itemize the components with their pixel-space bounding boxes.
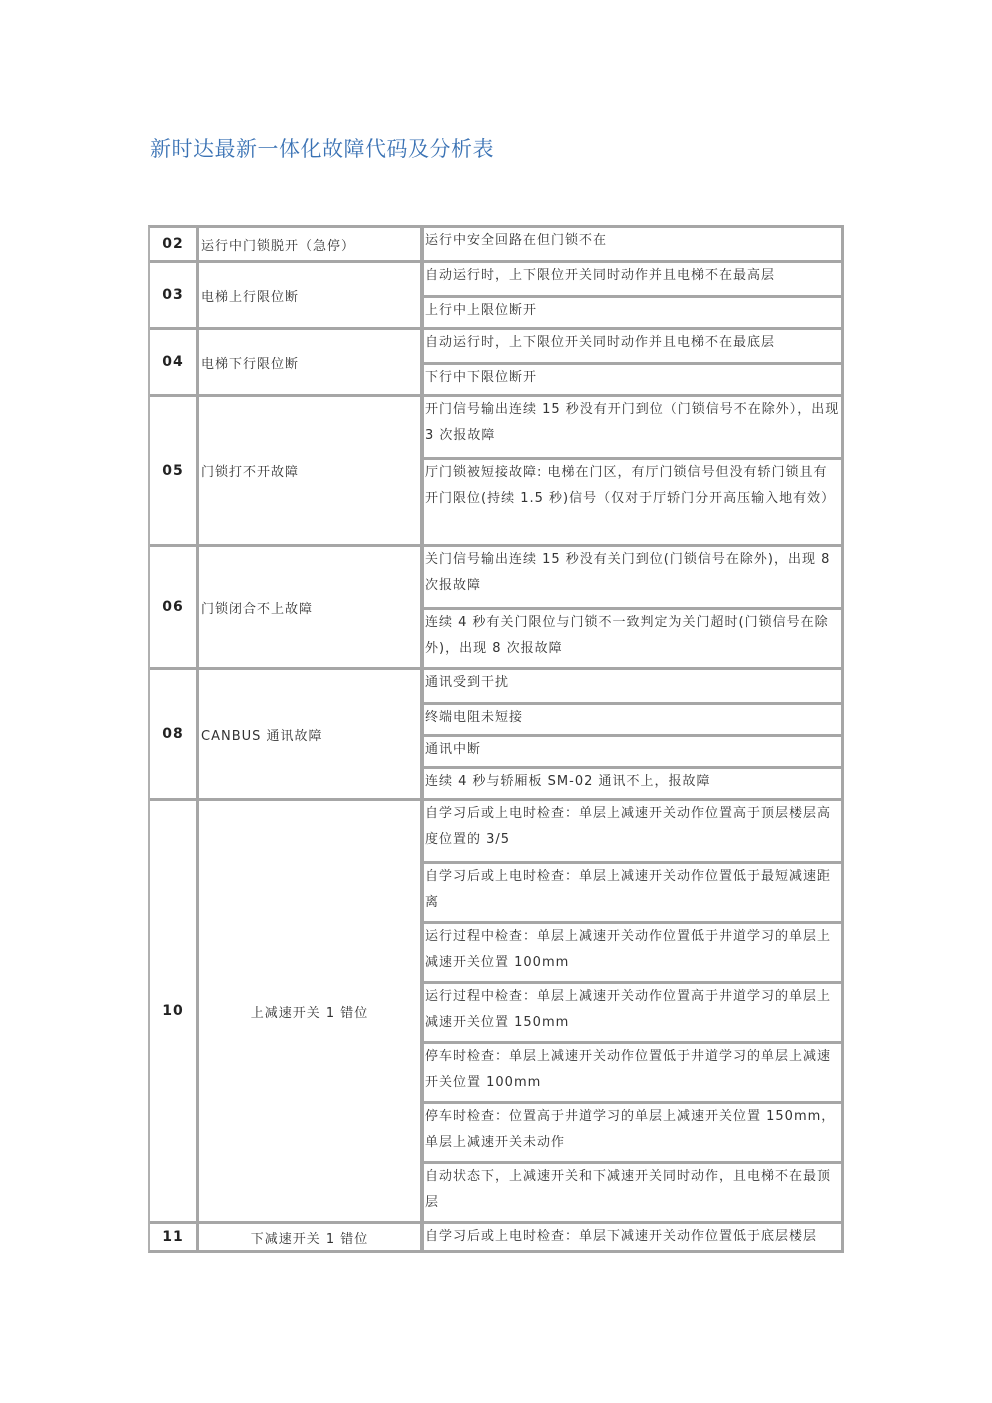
fault-cause: 连续 4 秒与轿厢板 SM-02 通讯不上，报故障 xyxy=(424,766,841,798)
fault-cause: 通讯中断 xyxy=(424,734,841,766)
fault-causes xyxy=(424,801,841,1221)
fault-code: 10 xyxy=(150,801,199,1221)
fault-name: 电梯下行限位断 xyxy=(199,330,424,394)
fault-cause: 终端电阻未短接 xyxy=(424,702,841,734)
fault-cause: 开门信号输出连续 15 秒没有开门到位（门锁信号不在除外），出现 3 次报故障 xyxy=(425,402,840,443)
table-row xyxy=(150,798,841,1221)
fault-name: CANBUS 通讯故障 xyxy=(199,670,424,798)
fault-cause: 自学习后或上电时检查：单层上减速开关动作位置高于顶层楼层高度位置的 3/5 xyxy=(425,806,832,847)
fault-name: 上减速开关 1 错位 xyxy=(199,801,424,1221)
fault-code: 05 xyxy=(150,397,199,544)
fault-cause: 运行过程中检查：单层上减速开关动作位置低于井道学习的单层上减速开关位置 100mm xyxy=(424,921,841,981)
fault-code: 04 xyxy=(150,330,199,394)
table-row xyxy=(150,327,841,394)
fault-cause: 停车时检查：单层上减速开关动作位置低于井道学习的单层上减速开关位置 100mm xyxy=(424,1041,841,1101)
fault-name: 运行中门锁脱开（急停） xyxy=(199,228,424,260)
fault-cause: 运行中安全回路在但门锁不在 xyxy=(425,233,608,248)
fault-cause: 自动状态下，上减速开关和下减速开关同时动作，且电梯不在最顶层 xyxy=(424,1161,841,1221)
fault-name: 电梯上行限位断 xyxy=(199,263,424,327)
fault-cause: 停车时检查：位置高于井道学习的单层上减速开关位置 150mm，单层上减速开关未动作 xyxy=(424,1101,841,1161)
table-row xyxy=(150,544,841,667)
fault-cause: 上行中上限位断开 xyxy=(424,295,841,327)
fault-causes xyxy=(424,670,841,798)
fault-cause: 通讯受到干扰 xyxy=(425,675,510,690)
table-row xyxy=(150,394,841,544)
fault-cause: 关门信号输出连续 15 秒没有关门到位(门锁信号在除外)，出现 8 次报故障 xyxy=(425,552,831,593)
fault-causes xyxy=(424,547,841,667)
fault-code: 02 xyxy=(150,228,199,260)
table-row xyxy=(150,667,841,798)
fault-name: 门锁打不开故障 xyxy=(199,397,424,544)
fault-cause: 运行过程中检查：单层上减速开关动作位置高于井道学习的单层上减速开关位置 150mm xyxy=(424,981,841,1041)
fault-name: 下减速开关 1 错位 xyxy=(199,1224,424,1250)
fault-cause: 自学习后或上电时检查：单层上减速开关动作位置低于最短减速距离 xyxy=(424,861,841,921)
fault-cause: 下行中下限位断开 xyxy=(424,362,841,394)
fault-cause: 连续 4 秒有关门限位与门锁不一致判定为关门超时(门锁信号在除外)，出现 8 次报故障 xyxy=(424,607,841,667)
fault-code: 11 xyxy=(150,1224,199,1250)
fault-causes xyxy=(424,263,841,327)
fault-code: 06 xyxy=(150,547,199,667)
page-title: 新时达最新一体化故障代码及分析表 xyxy=(150,137,494,161)
fault-code-table xyxy=(148,225,844,1253)
fault-causes xyxy=(424,397,841,544)
table-row xyxy=(150,1221,841,1250)
fault-cause: 厅门锁被短接故障: 电梯在门区，有厅门锁信号但没有轿门锁且有开门限位(持续 1.5 秒)信号（仅对于厅轿门分开高压输入地有效） xyxy=(424,457,841,544)
fault-cause: 自学习后或上电时检查：单层下减速开关动作位置低于底层楼层 xyxy=(425,1229,818,1244)
fault-cause: 自动运行时，上下限位开关同时动作并且电梯不在最高层 xyxy=(425,268,776,283)
fault-causes xyxy=(424,330,841,394)
fault-name: 门锁闭合不上故障 xyxy=(199,547,424,667)
fault-code: 03 xyxy=(150,263,199,327)
fault-causes xyxy=(424,228,841,260)
table-row xyxy=(150,260,841,327)
fault-cause: 自动运行时，上下限位开关同时动作并且电梯不在最底层 xyxy=(425,335,776,350)
table-row xyxy=(150,228,841,260)
fault-code: 08 xyxy=(150,670,199,798)
fault-causes xyxy=(424,1224,841,1250)
